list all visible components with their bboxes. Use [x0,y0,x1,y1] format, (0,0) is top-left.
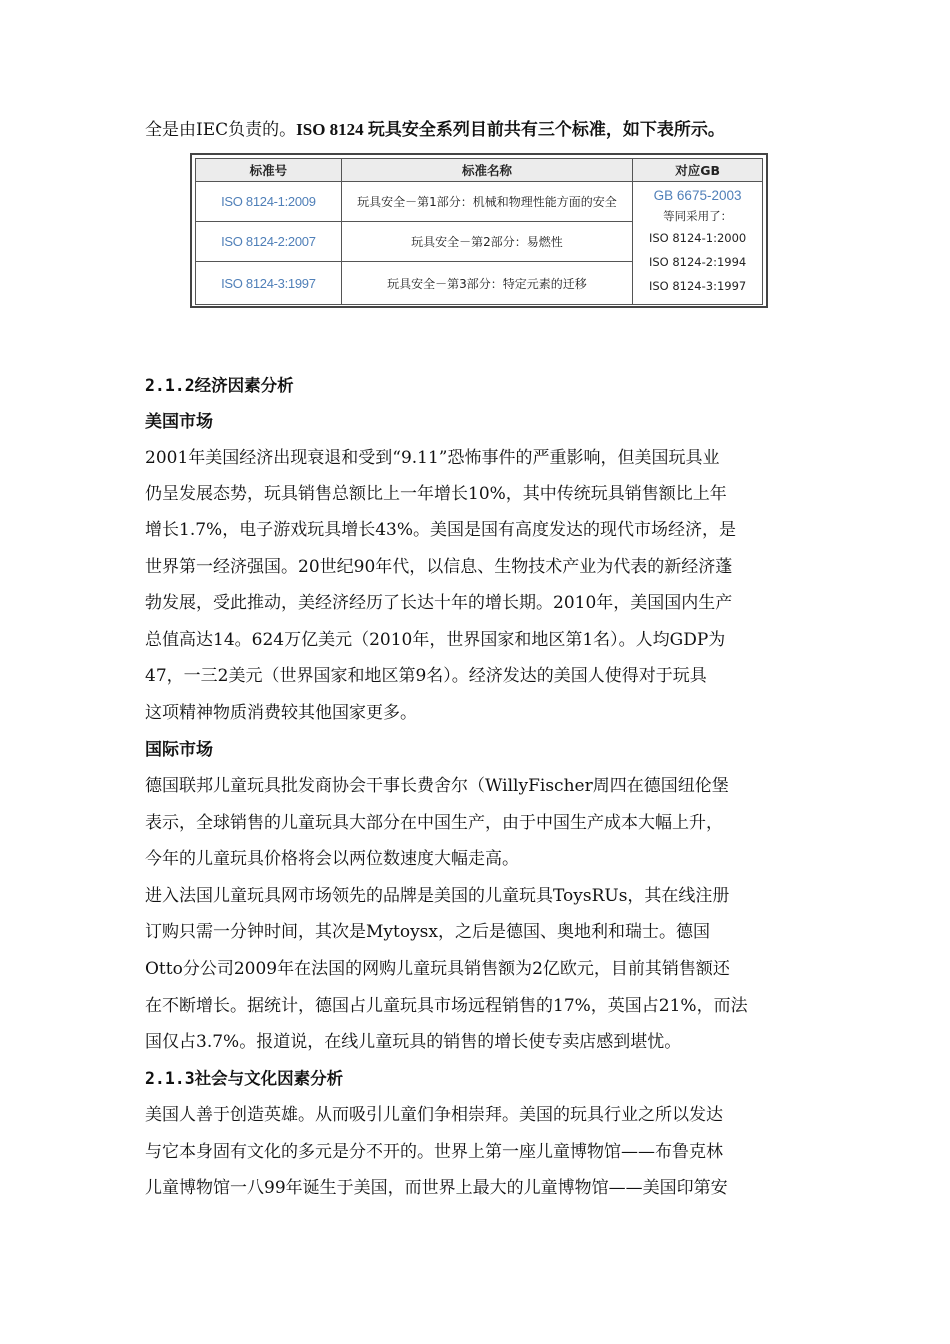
standard-number-cell: ISO 8124-3:1997 [196,262,342,305]
gb-code: GB 6675-2003 [653,188,742,203]
gb-adopted-standard: ISO 8124-1:2000 [648,231,747,245]
table-row [196,182,763,222]
standard-number-cell: ISO 8124-1:2009 [196,182,342,222]
subsection-title-intl-market: 国际市场 [145,740,213,760]
intl-market-line: 表示，全球销售的儿童玩具大部分在中国生产，由于中国生产成本大幅上升， [145,813,723,833]
intl-market-line: 德国联邦儿童玩具批发商协会干事长费舍尔（WillyFischer周四在德国纽伦堡 [145,776,729,796]
intro-normal-text: 全是由IEC负责的。 [145,120,297,140]
header-standard-number: 标准号 [196,159,342,182]
standard-name-cell: 玩具安全－第3部分：特定元素的迁移 [341,262,632,305]
intl-market-line: 今年的儿童玩具价格将会以两位数速度大幅走高。 [145,849,519,869]
gb-adopted-standard: ISO 8124-3:1997 [648,279,747,293]
intl-market-line: 进入法国儿童玩具网市场领先的品牌是美国的儿童玩具ToysRUs，其在线注册 [145,886,730,906]
header-standard-name: 标准名称 [341,159,632,182]
intl-market-line: 订购只需一分钟时间，其次是Mytoysx，之后是德国、奥地利和瑞士。德国 [145,922,710,942]
header-corresponding-gb: 对应GB [633,159,763,182]
us-market-line: 增长1.7%，电子游戏玩具增长43%。美国是国有高度发达的现代市场经济，是 [145,520,736,540]
standard-number-cell: ISO 8124-2:2007 [196,222,342,262]
social-culture-line: 美国人善于创造英雄。从而吸引儿童们争相崇拜。美国的玩具行业之所以发达 [145,1105,723,1125]
intro-bold-text: ISO 8124 玩具安全系列目前共有三个标准，如下表所示。 [296,120,725,139]
us-market-line: 这项精神物质消费较其他国家更多。 [145,703,417,723]
social-culture-line: 与它本身固有文化的多元是分不开的。世界上第一座儿童博物馆——布鲁克林 [145,1142,723,1162]
standard-name-cell: 玩具安全－第1部分：机械和物理性能方面的安全 [341,182,632,222]
us-market-line: 2001年美国经济出现衰退和受到“9.11”恐怖事件的严重影响，但美国玩具业 [145,448,720,468]
standard-name-cell: 玩具安全－第2部分：易燃性 [341,222,632,262]
iso-standards-table-frame [190,153,768,308]
intl-market-line: Otto分公司2009年在法国的网购儿童玩具销售额为2亿欧元，目前其销售额还 [145,959,730,979]
table-header-row [196,159,763,182]
gb-equivalent-cell [633,182,763,305]
social-culture-line: 儿童博物馆一八99年诞生于美国，而世界上最大的儿童博物馆——美国印第安 [145,1178,728,1198]
us-market-line: 总值高达14。624万亿美元（2010年，世界国家和地区第1名）。人均GDP为 [145,630,726,650]
section-heading-economic: 2.1.2经济因素分析 [145,376,294,395]
intl-market-line: 在不断增长。据统计，德国占儿童玩具市场远程销售的17%，英国占21%，而法 [145,996,748,1016]
us-market-line: 47，一三2美元（世界国家和地区第9名）。经济发达的美国人使得对于玩具 [145,666,707,686]
subsection-title-us-market: 美国市场 [145,412,213,432]
intl-market-line: 国仅占3.7%。报道说，在线儿童玩具的销售的增长使专卖店感到堪忧。 [145,1032,682,1052]
section-heading-social-culture: 2.1.3社会与文化因素分析 [145,1069,344,1088]
us-market-line: 世界第一经济强国。20世纪90年代，以信息、生物技术产业为代表的新经济蓬 [145,557,733,577]
gb-adopted-label: 等同采用了： [663,209,733,223]
iso-standards-table [195,158,763,305]
us-market-line: 勃发展，受此推动，美经济经历了长达十年的增长期。2010年，美国国内生产 [145,593,733,613]
intro-line [145,118,725,142]
us-market-line: 仍呈发展态势，玩具销售总额比上一年增长10%，其中传统玩具销售额比上年 [145,484,727,504]
gb-adopted-standard: ISO 8124-2:1994 [648,255,747,269]
